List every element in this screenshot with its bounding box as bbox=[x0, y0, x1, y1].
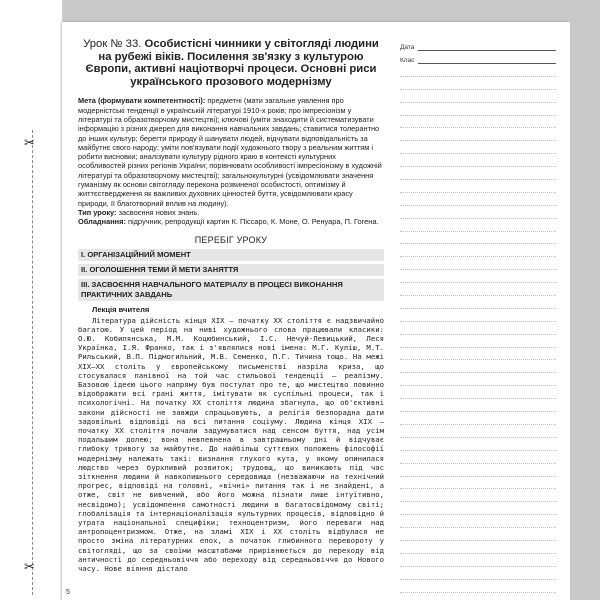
class-label: Клас bbox=[400, 57, 415, 64]
notes-column bbox=[400, 38, 556, 600]
cut-margin bbox=[0, 0, 62, 600]
note-line bbox=[400, 464, 556, 477]
note-line bbox=[400, 296, 556, 309]
lesson-type: Тип уроку: засвоєння нових знань. bbox=[78, 207, 200, 217]
note-line bbox=[400, 515, 556, 528]
main-column bbox=[78, 38, 384, 573]
note-line bbox=[400, 322, 556, 335]
note-line bbox=[400, 438, 556, 451]
note-line bbox=[400, 232, 556, 245]
note-line bbox=[400, 489, 556, 502]
note-line bbox=[400, 373, 556, 386]
step-material: III. ЗАСВОЄННЯ НАВЧАЛЬНОГО МАТЕРІАЛУ В ПРОЦЕСІ ВИКОНАННЯ ПРАКТИЧНИХ ЗАВДАНЬ bbox=[78, 279, 384, 301]
note-line bbox=[400, 541, 556, 554]
note-line bbox=[400, 206, 556, 219]
date-field[interactable] bbox=[400, 38, 556, 51]
note-line bbox=[400, 103, 556, 116]
cut-line bbox=[32, 130, 33, 595]
note-line bbox=[400, 77, 556, 90]
note-line bbox=[400, 335, 556, 348]
note-line bbox=[400, 257, 556, 270]
note-line bbox=[400, 502, 556, 515]
lecture-paragraph: Література дійсність кінця XIX — початку XX століття є надзвичайно багатою. У цей період на ниві художнього слова працювали класики: О.Ю. Кобилянська, М.М. Коцюбинський, І.С. Нечуй-Левицький, Леся Українка, І.Я. Франко, так і з'являлися нові імена: М.Г. Куліш, М.Т. Рильський, В.П. Підмогильний, М.В. Семенко, П.Г. Тичина тощо. На межі XIX–XX століть у європейському письменстві назріла криза, що стосувалася панівної на той час стильової тенденції — реалізму. Базовою ідеєю цього напряму був постулат про те, що мистецтво повинно відображати всі грані життя, імітувати як суспільні процеси, так і психологічні. На початку XX століття людина збагнула, що об'єктивні закони дійсності не завжди спрацьовують, а релігія безпорадна дати задовільні відповіді на всі питання соціуму. Людина кінця XIX — початку XX століття почали задумуватися над сенсом буття, над усім подальшим долею; вона невпевнена в завтрашньому дні й відчуває глибоку тривогу за майбутнє. До найбільш суттєвих положень філософії модернізму належать такі: визнання глухого кута, у якому опинилася людство через бурхливий розвиток; трудовщ, що виникають під час зіткнення людини й навколишнього середовища (незважаючи на технічний прогрес, відповіді на головні, «вічні» питання так і не знайдені, а отже, світ не вивчений, або його можна пізнати лише інтуїтивно, несвідомо); усвідомлення самотності людини в багатосвідомому світі; глобалізація та інтернаціоналізація культурних процесів, відповідно й утрата національної специфіки; техноцентризм, його переваги над антропоцентризмом. Отже, на зламі XIX і XX століть відбулася не просто зміна літературних епох, а початок глибинного перевороту у світогляді, що за своїми масштабами прирівнюється до переходу від античності до середньовіччя або переходу від середньовіччя до Нового часу. Нове віяння дістало bbox=[78, 315, 384, 574]
page bbox=[62, 22, 570, 600]
scissors-icon: ✂ bbox=[24, 560, 35, 575]
lesson-topic: Особистісні чинники у світогляді людини на рубежі віків. Посилення зв'язку з культурою Європи, активні націотворчі процеси. Основні риси українського прозового модернізму bbox=[85, 38, 379, 88]
note-line bbox=[400, 309, 556, 322]
note-line bbox=[400, 141, 556, 154]
note-line bbox=[400, 180, 556, 193]
note-line bbox=[400, 116, 556, 129]
note-line bbox=[400, 270, 556, 283]
note-line bbox=[400, 283, 556, 296]
note-line bbox=[400, 593, 556, 600]
step-organizational: I. ОРГАНІЗАЦІЙНИЙ МОМЕНТ bbox=[78, 249, 384, 261]
note-line bbox=[400, 219, 556, 232]
page-number: 5 bbox=[66, 589, 70, 596]
note-line bbox=[400, 90, 556, 103]
lecture-title: Лекція вчителя bbox=[92, 304, 150, 314]
note-line bbox=[400, 412, 556, 425]
note-line bbox=[400, 64, 556, 77]
note-line bbox=[400, 128, 556, 141]
lecture-text bbox=[78, 316, 384, 574]
note-line bbox=[400, 554, 556, 567]
note-line bbox=[400, 386, 556, 399]
note-line bbox=[400, 360, 556, 373]
note-line bbox=[400, 193, 556, 206]
note-line bbox=[400, 567, 556, 580]
note-line bbox=[400, 528, 556, 541]
class-field[interactable] bbox=[400, 51, 556, 64]
note-line bbox=[400, 348, 556, 361]
scissors-icon: ✂ bbox=[24, 136, 35, 151]
note-line bbox=[400, 580, 556, 593]
note-line bbox=[400, 451, 556, 464]
lesson-number: Урок № 33. bbox=[83, 38, 142, 50]
lesson-meta bbox=[78, 96, 384, 226]
note-line bbox=[400, 399, 556, 412]
note-line bbox=[400, 477, 556, 490]
ruled-lines bbox=[400, 64, 556, 600]
goal: Мета (формувати компетентності): предметні (мати загальне уявлення про модерністські тенденції в українській літературі 1910-х років; про імпресіонізм у літературі та образотворчому мистецтві); ключові (уміти знаходити й систематизувати інформацію з різних джерел для виконання навчальних завдань; ставитися толерантно до інших культур; берегти природу й шанувати людей, відчувати відповідальність за майбутнє свого народу; уміти пов'язувати події художнього твору з реальним життям і робити висновки; аналізувати культуру рідного краю в контексті культурних особливостей різних регіонів України; порівнювати особливості імпресіонізму в художній літературі та образотворчому мистецтві); загальнокультурні (усвідомлювати значення гуманізму як основи світогляду перекона розвиненої особистості, оптимізму й життєствердження як важливих духовних цінностей буття, усвідомлювати красу природи, її благотворний вплив на людину). bbox=[78, 96, 382, 208]
lesson-heading: ПЕРЕБІГ УРОКУ bbox=[194, 234, 268, 245]
note-line bbox=[400, 167, 556, 180]
note-line bbox=[400, 425, 556, 438]
page-title bbox=[78, 38, 384, 88]
step-announcement: II. ОГОЛОШЕННЯ ТЕМИ Й МЕТИ ЗАНЯТТЯ bbox=[78, 264, 384, 276]
note-line bbox=[400, 244, 556, 257]
date-label: Дата bbox=[400, 44, 415, 51]
note-line bbox=[400, 154, 556, 167]
equipment: Обладнання: підручник, репродукції картин К. Піссаро, К. Моне, О. Ренуара, П. Гогена. bbox=[78, 217, 379, 227]
